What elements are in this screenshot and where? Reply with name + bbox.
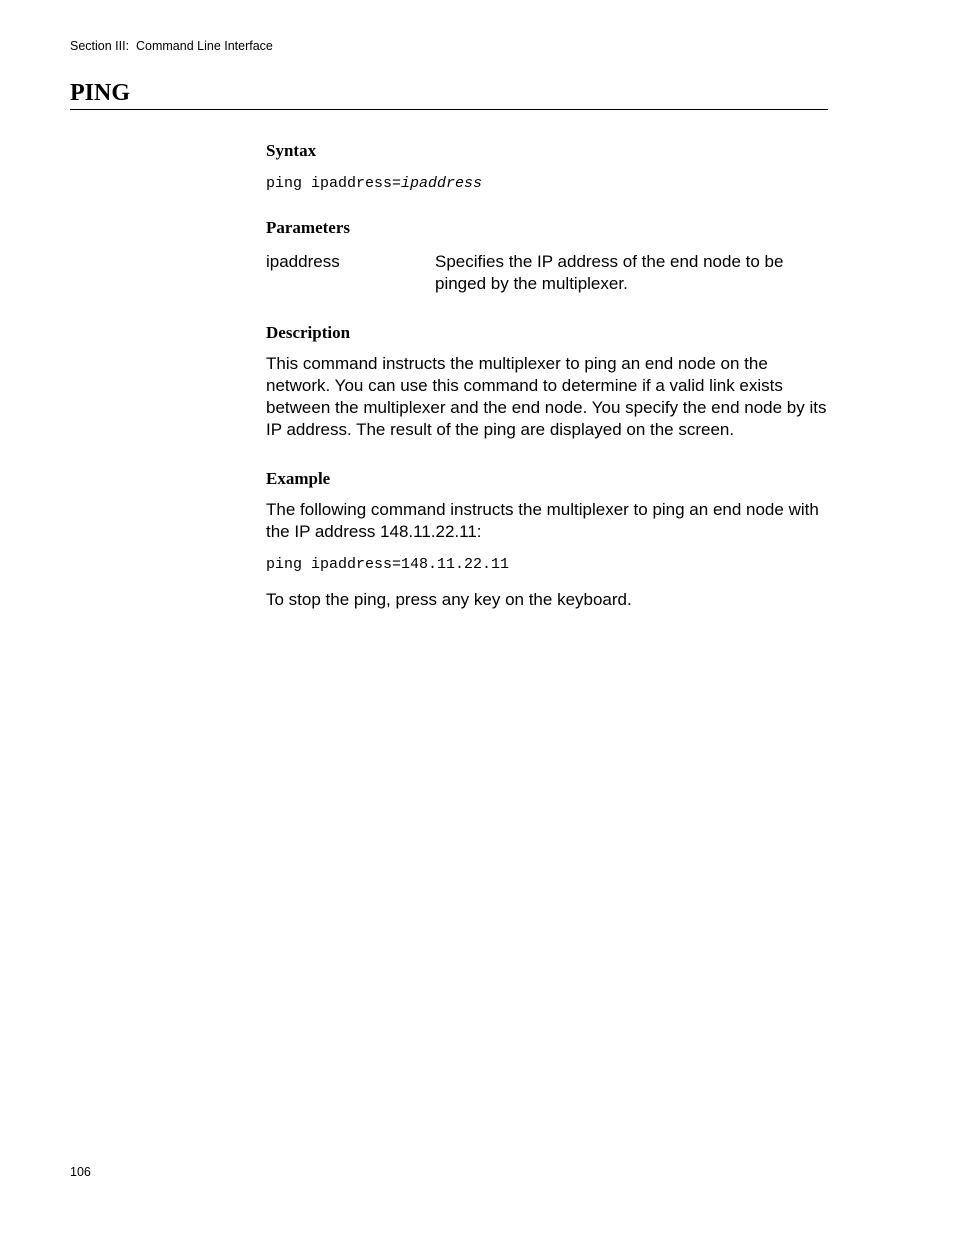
example-intro: The following command instructs the multiplexer to ping an end node with the IP address 148.11.22.11:: [266, 500, 819, 541]
description-text: This command instructs the multiplexer to ping an end node on the network. You can use this command to determine if a valid link exists between the multiplexer and the end node. You specify the end node by its IP address. The result of the ping are displayed on the screen.: [266, 354, 827, 439]
syntax-code: [266, 174, 828, 194]
syntax-argument: ipaddress: [401, 175, 483, 192]
parameters-heading: Parameters: [266, 218, 351, 237]
page-title: PING: [70, 80, 130, 106]
command-reference-content: [266, 140, 828, 611]
running-header: Section III: Command Line Interface: [70, 39, 273, 53]
syntax-command: ping ipaddress=: [266, 175, 402, 192]
example-code: ping ipaddress=148.11.22.11: [266, 556, 510, 573]
syntax-heading: Syntax: [266, 141, 317, 160]
example-heading: Example: [266, 469, 331, 488]
page-number: 106: [70, 1165, 91, 1179]
parameter-row: [266, 251, 828, 295]
description-heading: Description: [266, 323, 351, 342]
parameter-description: Specifies the IP address of the end node to be pinged by the multiplexer.: [435, 252, 784, 293]
parameter-name: ipaddress: [266, 252, 340, 271]
example-note: To stop the ping, press any key on the keyboard.: [266, 590, 632, 609]
title-rule: [70, 109, 828, 110]
